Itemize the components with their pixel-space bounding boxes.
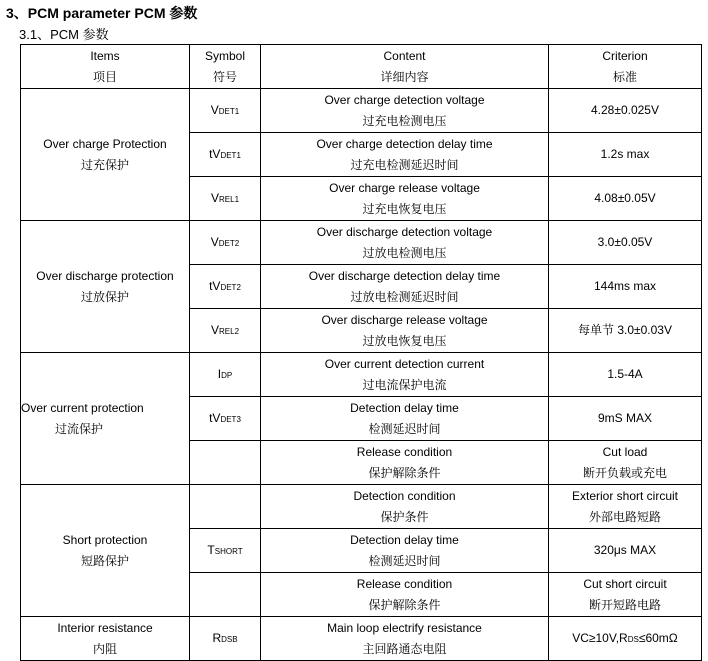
symbol-cell: VREL2: [190, 309, 261, 353]
table-row: [21, 221, 702, 265]
criterion-cell: 每单节 3.0±0.03V: [549, 309, 702, 353]
header-criterion: Criterion 标准: [549, 45, 702, 89]
table-row: [21, 353, 702, 397]
criterion-cell: 9mS MAX: [549, 397, 702, 441]
criterion-cell: Exterior short circuit 外部电路短路: [549, 485, 702, 529]
criterion-cell: VC≥10V,RDS≤60mΩ: [549, 617, 702, 661]
content-cell: Release condition 保护解除条件: [261, 573, 549, 617]
item-cell: Interior resistance 内阻: [21, 617, 190, 661]
content-cell: Over current detection current 过电流保护电流: [261, 353, 549, 397]
table-row: [21, 617, 702, 661]
criterion-cell: 1.2s max: [549, 133, 702, 177]
subsection-heading: 3.1、PCM 参数: [19, 27, 109, 42]
criterion-cell: Cut short circuit 断开短路电路: [549, 573, 702, 617]
content-cell: Main loop electrify resistance 主回路通态电阻: [261, 617, 549, 661]
item-cell: Over discharge protection 过放保护: [21, 221, 190, 353]
symbol-cell: IDP: [190, 353, 261, 397]
content-cell: Detection delay time 检测延迟时间: [261, 529, 549, 573]
content-cell: Detection delay time 检测延迟时间: [261, 397, 549, 441]
symbol-cell: [190, 485, 261, 529]
symbol-cell: tVDET1: [190, 133, 261, 177]
header-items: Items 项目: [21, 45, 190, 89]
symbol-cell: TSHORT: [190, 529, 261, 573]
symbol-cell: RDSB: [190, 617, 261, 661]
content-cell: Over discharge detection delay time 过放电检测延迟时间: [261, 265, 549, 309]
pcm-parameter-table: [20, 44, 702, 661]
content-cell: Over discharge detection voltage 过放电检测电压: [261, 221, 549, 265]
content-cell: Release condition 保护解除条件: [261, 441, 549, 485]
header-symbol: Symbol 符号: [190, 45, 261, 89]
content-cell: Over charge release voltage 过充电恢复电压: [261, 177, 549, 221]
criterion-cell: 144ms max: [549, 265, 702, 309]
content-cell: Over charge detection delay time 过充电检测延迟时间: [261, 133, 549, 177]
table-row: [21, 89, 702, 133]
criterion-cell: Cut load 断开负载或充电: [549, 441, 702, 485]
section-heading: 3、PCM parameter PCM 参数: [6, 5, 198, 21]
table-header-row: [21, 45, 702, 89]
symbol-cell: tVDET2: [190, 265, 261, 309]
criterion-cell: 3.0±0.05V: [549, 221, 702, 265]
item-cell: Over current protection 过流保护: [21, 353, 190, 485]
content-cell: Detection condition 保护条件: [261, 485, 549, 529]
content-cell: Over discharge release voltage 过放电恢复电压: [261, 309, 549, 353]
criterion-cell: 4.08±0.05V: [549, 177, 702, 221]
symbol-cell: VDET1: [190, 89, 261, 133]
item-cell: Over charge Protection 过充保护: [21, 89, 190, 221]
table-row: [21, 485, 702, 529]
item-cell: Short protection 短路保护: [21, 485, 190, 617]
symbol-cell: [190, 441, 261, 485]
content-cell: Over charge detection voltage 过充电检测电压: [261, 89, 549, 133]
symbol-cell: [190, 573, 261, 617]
symbol-cell: VREL1: [190, 177, 261, 221]
symbol-cell: VDET2: [190, 221, 261, 265]
criterion-cell: 4.28±0.025V: [549, 89, 702, 133]
criterion-cell: 1.5-4A: [549, 353, 702, 397]
criterion-cell: 320μs MAX: [549, 529, 702, 573]
header-content: Content 详细内容: [261, 45, 549, 89]
symbol-cell: tVDET3: [190, 397, 261, 441]
